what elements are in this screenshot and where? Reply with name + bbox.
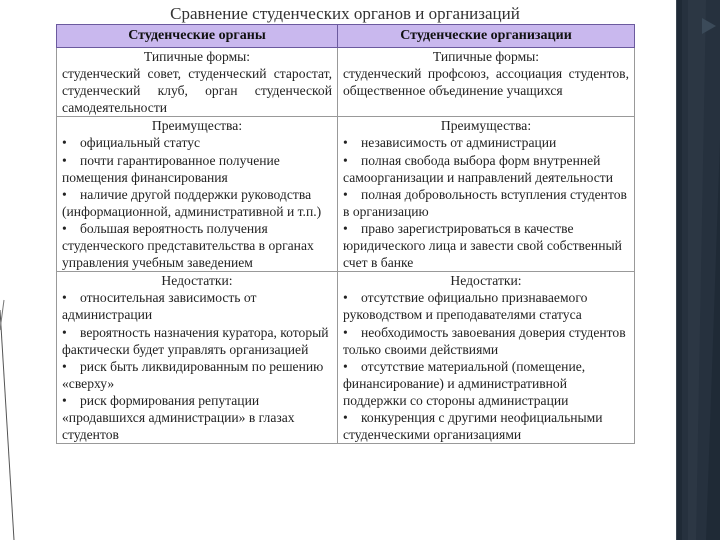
advantages-label-left: Преимущества: xyxy=(151,118,243,134)
forms-left-cell xyxy=(57,48,338,117)
header-student-bodies: Студенческие органы xyxy=(57,25,338,48)
forms-label-right: Типичные формы: xyxy=(432,49,540,64)
list-item: • вероятность назначения куратора, который фактически будет управлять организацией xyxy=(62,324,329,357)
list-item: • большая вероятность получения студенческого представительства в органах управления учебным заведением xyxy=(62,220,314,271)
advantages-row xyxy=(57,117,635,272)
list-item: • наличие другой поддержки руководства (информационной, административной и т.п.) xyxy=(62,186,322,219)
disadvantages-right-list xyxy=(343,289,629,443)
forms-row xyxy=(57,48,635,117)
list-item: • официальный статус xyxy=(62,135,201,151)
bullet-icon: • xyxy=(343,152,348,168)
advantages-left-cell xyxy=(57,117,338,272)
list-item: • необходимость завоевания доверия студентов только своими действиями xyxy=(343,324,626,357)
bullet-icon: • xyxy=(343,290,348,306)
disadvantages-right-cell xyxy=(338,272,635,444)
bullet-icon: • xyxy=(62,392,67,408)
disadvantages-left-list xyxy=(62,289,332,443)
bullet-icon: • xyxy=(343,186,348,202)
disadvantages-label-right: Недостатки: xyxy=(450,273,522,289)
advantages-label-right: Преимущества: xyxy=(440,118,532,134)
bullet-icon: • xyxy=(62,186,67,202)
bullet-icon: • xyxy=(343,220,348,236)
left-decoration xyxy=(0,0,46,540)
forms-left-text: студенческий совет, студенческий старостат, студенческий клуб, орган студенческой самодеятельности xyxy=(62,66,332,116)
list-item: • конкуренция с другими неофициальными студенческими организациями xyxy=(343,409,603,443)
bullet-icon: • xyxy=(62,324,67,340)
bullet-icon: • xyxy=(62,135,67,151)
bullet-icon: • xyxy=(62,152,67,168)
list-item: • относительная зависимость от администрации xyxy=(62,290,257,323)
forms-label-left: Типичные формы: xyxy=(143,49,251,64)
disadvantages-row xyxy=(57,272,635,444)
list-item: • риск формирования репутации «продавшихся администрации» в глазах студентов xyxy=(62,392,295,443)
disadvantages-label-left: Недостатки: xyxy=(161,273,233,289)
advantages-left-list xyxy=(62,134,332,271)
disadvantages-left-cell xyxy=(57,272,338,444)
right-decoration-panel xyxy=(676,0,720,540)
page-title: Сравнение студенческих органов и организаций xyxy=(170,4,520,23)
list-item: • полная свобода выбора форм внутренней самоорганизации и направлений деятельности xyxy=(343,152,614,185)
forms-right-cell xyxy=(338,48,635,117)
list-item: • независимость от администрации xyxy=(343,135,557,151)
list-item: • право зарегистрироваться в качестве юридического лица и завести свой собственный счет в банке xyxy=(343,220,622,271)
header-row xyxy=(57,25,635,48)
bullet-icon: • xyxy=(62,290,67,306)
advantages-right-list xyxy=(343,134,629,271)
bullet-icon: • xyxy=(343,135,348,151)
advantages-right-cell xyxy=(338,117,635,272)
comparison-table xyxy=(56,24,635,444)
bullet-icon: • xyxy=(62,220,67,236)
bullet-icon: • xyxy=(343,324,348,340)
bullet-icon: • xyxy=(62,358,67,374)
list-item: • почти гарантированное получение помещения финансирования xyxy=(62,152,280,185)
bullet-icon: • xyxy=(343,409,348,425)
forms-right-text: студенческий профсоюз, ассоциация студентов, общественное объединение учащихся xyxy=(343,66,629,99)
list-item: • отсутствие официально признаваемого руководством и преподавателями статуса xyxy=(343,290,588,323)
bullet-icon: • xyxy=(343,358,348,374)
header-student-organizations: Студенческие организации xyxy=(338,25,635,48)
list-item: • риск быть ликвидированным по решению «сверху» xyxy=(62,358,324,391)
list-item: • отсутствие материальной (помещение, финансирование) и административной поддержки со стороны администрации xyxy=(343,358,586,408)
list-item: • полная добровольность вступления студентов в организацию xyxy=(343,186,627,219)
